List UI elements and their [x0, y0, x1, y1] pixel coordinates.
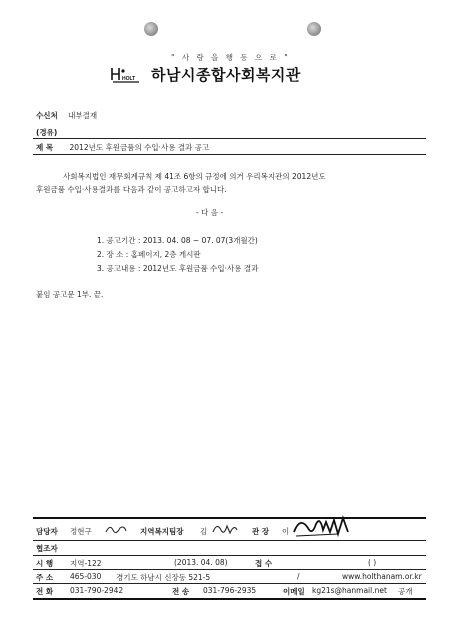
attachment-note: 붙임 공고문 1부. 끝.: [36, 290, 104, 299]
phone-number: 031-790-2942: [70, 586, 124, 595]
email-label: 이메일: [283, 587, 305, 596]
item-1: 1. 공고기간 : 2013. 04. 08 ~ 07. 07(3개월간): [97, 236, 258, 245]
motto: " 사 랑 을 행 동 으 로 ": [171, 53, 291, 62]
recipient-label: 수신처: [36, 111, 58, 120]
address: 경기도 하남시 신장동 521-5: [116, 573, 211, 582]
exec-value: 지역-122: [70, 559, 102, 568]
phone-label: 전 화: [36, 587, 54, 596]
subject-row: [36, 142, 209, 153]
drafter-name: 정현구: [70, 527, 92, 536]
item-3: 3. 공고내용 : 2012년도 후원금품 수입·사용 결과: [97, 264, 259, 273]
body-paragraph-line-1: 사회복지법인 재무회계규칙 제 41조 6항의 규정에 의거 우리복지관의 2012년도: [63, 172, 326, 181]
postal-code: 465-030: [70, 572, 102, 581]
drafter-signature: [104, 522, 128, 536]
punch-hole-right: [307, 22, 321, 36]
exec-label: 시 행: [36, 559, 54, 568]
header-divider-bottom: [33, 154, 426, 155]
body-paragraph-line-2: 후원금품 수입·사용결과를 다음과 같이 공고하고자 합니다.: [36, 185, 227, 194]
fax-label: 전 송: [172, 587, 190, 596]
holt-logo: [110, 65, 142, 85]
organization-name: 하남시종합사회복지관: [151, 66, 301, 84]
director-name: 이: [282, 527, 290, 536]
punch-hole-left: [144, 22, 158, 36]
da-eum-heading: - 다 음 -: [196, 208, 224, 217]
director-signature: [290, 512, 354, 542]
via-row: [36, 127, 57, 138]
address-label: 주 소: [36, 573, 54, 582]
public-label: 공개: [398, 587, 413, 596]
team-leader-signature: [210, 518, 240, 538]
receive-value: ( ): [368, 558, 377, 567]
fax-number: 031-796-2935: [203, 586, 257, 595]
drafter-label: 담당자: [36, 527, 58, 536]
footer-divider-4: [33, 583, 426, 584]
cooperator-label: 협조자: [36, 544, 58, 553]
receive-label: 접 수: [255, 559, 273, 568]
footer-divider-1: [33, 540, 426, 541]
svg-text:HOLT: HOLT: [122, 76, 136, 82]
subject-label: 제 목: [36, 143, 54, 152]
team-leader-label: 지역복지팀장: [140, 527, 184, 536]
subject-value: 2012년도 후원금품의 수입·사용 결과 공고: [69, 143, 210, 152]
website-link[interactable]: www.holthanam.or.kr: [342, 572, 422, 581]
recipient-value: 내부결재: [68, 111, 98, 120]
footer-divider-3: [33, 569, 426, 570]
item-2: 2. 장 소 : 홈페이지, 2층 게시판: [97, 250, 201, 259]
header-divider-top: [33, 138, 426, 139]
footer-bottom-rule: [33, 598, 426, 600]
exec-date: (2013. 04. 08): [174, 558, 228, 567]
via-label: (경유): [36, 128, 58, 137]
director-label: 관 장: [252, 527, 270, 536]
email-address[interactable]: kg21s@hanmail.net: [312, 586, 387, 595]
footer-divider-2: [33, 555, 426, 556]
address-separator: /: [297, 572, 300, 581]
recipient-row: [36, 110, 97, 121]
team-leader-name: 김: [200, 527, 208, 536]
